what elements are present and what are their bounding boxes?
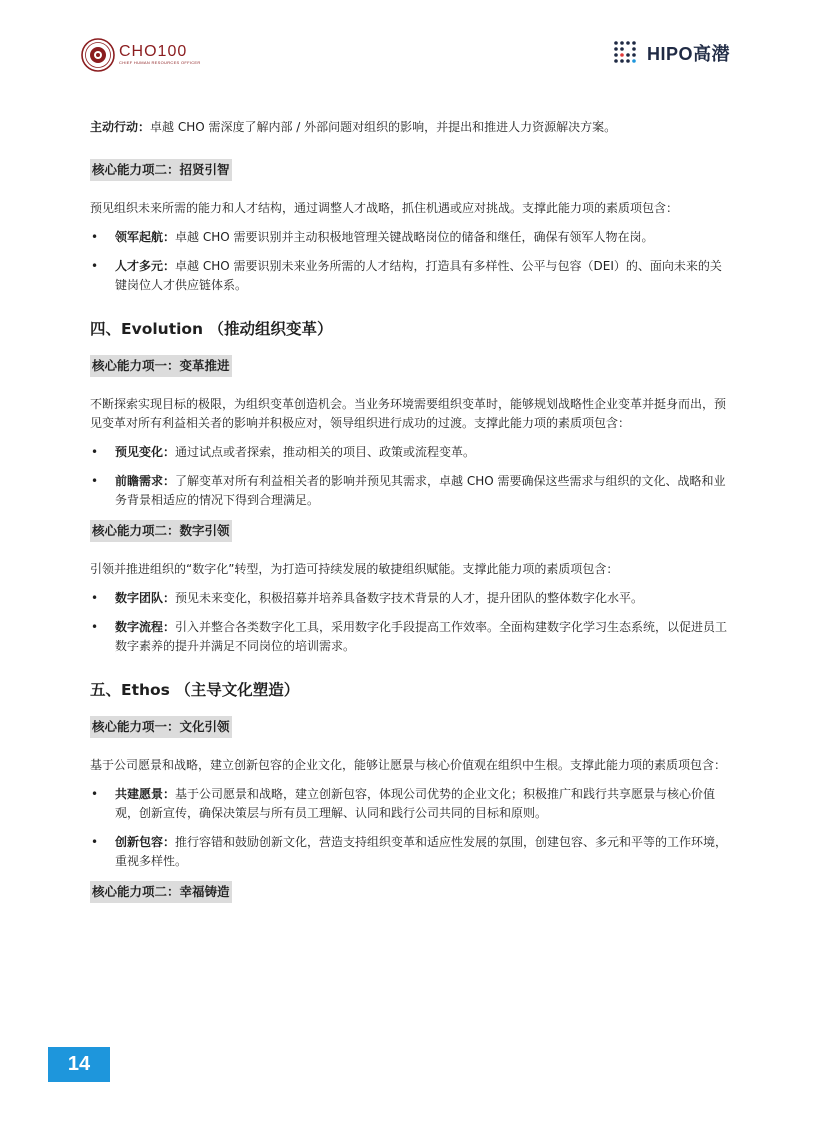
- competency-tag: 核心能力项二：数字引领: [90, 520, 232, 542]
- section-heading: 四、Evolution （推动组织变革）: [90, 320, 333, 338]
- competency-intro: 引领并推进组织的“数字化”转型，为打造可持续发展的敏捷组织赋能。支撑此能力项的素质项包含：: [90, 562, 619, 576]
- hipo-logo: [613, 40, 730, 66]
- competency-intro: 不断探索实现目标的极限，为组织变革创造机会。当业务环境需要组织变革时，能够规划战略性企业变革并挺身而出，预见变革对所有利益相关者的影响并积极应对，领导组织进行成功的过渡。支撑此能力项的素质项包含：: [90, 397, 727, 430]
- list-item: • 人才多元：卓越 CHO 需要识别未来业务所需的人才结构，打造具有多样性、公平与包容（DEI）的、面向未来的关键岗位人才供应链体系。: [91, 259, 722, 292]
- list-item: • 创新包容：推行容错和鼓励创新文化，营造支持组织变革和适应性发展的氛围，创建包容、多元和平等的工作环境，重视多样性。: [91, 835, 728, 868]
- section-heading: 五、Ethos （主导文化塑造）: [90, 681, 300, 699]
- list-item: • 共建愿景：基于公司愿景和战略，建立创新包容，体现公司优势的企业文化；积极推广和践行共享愿景与核心价值观，创新宣传，确保决策层与所有员工理解、认同和践行公司共同的目标和原则。: [91, 787, 716, 820]
- list-item: • 数字团队：预见未来变化，积极招募并培养具备数字技术背景的人才，提升团队的整体数字化水平。: [90, 589, 730, 608]
- lead-label: 主动行动：: [90, 120, 151, 134]
- cho100-seal-icon: [81, 38, 115, 72]
- list-item: • 领军起航：卓越 CHO 需要识别并主动积极地管理关键战略岗位的储备和继任，确保有领军人物在岗。: [90, 228, 730, 247]
- quality-list: [90, 443, 730, 510]
- quality-list: [90, 785, 730, 871]
- hipo-dots-icon: [613, 40, 641, 66]
- page-content: [90, 118, 730, 921]
- competency-tag: 核心能力项二：幸福铸造: [90, 881, 232, 903]
- bullet-icon: •: [91, 230, 99, 244]
- competency-tag: 核心能力项一：文化引领: [90, 716, 232, 738]
- competency-intro: 预见组织未来所需的能力和人才结构，通过调整人才战略，抓住机遇或应对挑战。支撑此能力项的素质项包含：: [90, 201, 679, 215]
- bullet-icon: •: [91, 591, 99, 605]
- competency-intro: 基于公司愿景和战略，建立创新包容的企业文化，能够让愿景与核心价值观在组织中生根。支撑此能力项的素质项包含：: [90, 758, 727, 772]
- cho100-subtitle: CHIEF HUMAN RESOURCES OFFICER: [119, 60, 201, 65]
- lead-paragraph: [90, 118, 730, 137]
- competency-tag: 核心能力项一：变革推进: [90, 355, 232, 377]
- bullet-icon: •: [91, 259, 99, 273]
- cho100-wordmark: CHO100: [119, 43, 188, 60]
- bullet-icon: •: [91, 474, 99, 488]
- list-item: • 预见变化：通过试点或者探索，推动相关的项目、政策或流程变革。: [90, 443, 730, 462]
- page-number: 14: [48, 1047, 110, 1082]
- hipo-wordmark: HIPO高潜: [646, 44, 730, 64]
- bullet-icon: •: [91, 620, 99, 634]
- bullet-icon: •: [91, 445, 99, 459]
- lead-text: 卓越 CHO 需深度了解内部 / 外部问题对组织的影响，并提出和推进人力资源解决方案。: [150, 120, 617, 134]
- page-header: [0, 0, 816, 100]
- list-item: • 数字流程：引入并整合各类数字化工具，采用数字化手段提高工作效率。全面构建数字化学习生态系统，以促进员工数字素养的提升并满足不同岗位的培训需求。: [91, 620, 728, 653]
- quality-list: [90, 589, 730, 656]
- bullet-icon: •: [91, 835, 99, 849]
- list-item: • 前瞻需求：了解变革对所有利益相关者的影响并预见其需求，卓越 CHO 需要确保这些需求与组织的文化、战略和业务背景相适应的情况下得到合理满足。: [91, 474, 726, 507]
- competency-tag: 核心能力项二：招贤引智: [90, 159, 232, 181]
- quality-list: [90, 228, 730, 295]
- bullet-icon: •: [91, 787, 99, 801]
- cho100-logo: [81, 38, 201, 72]
